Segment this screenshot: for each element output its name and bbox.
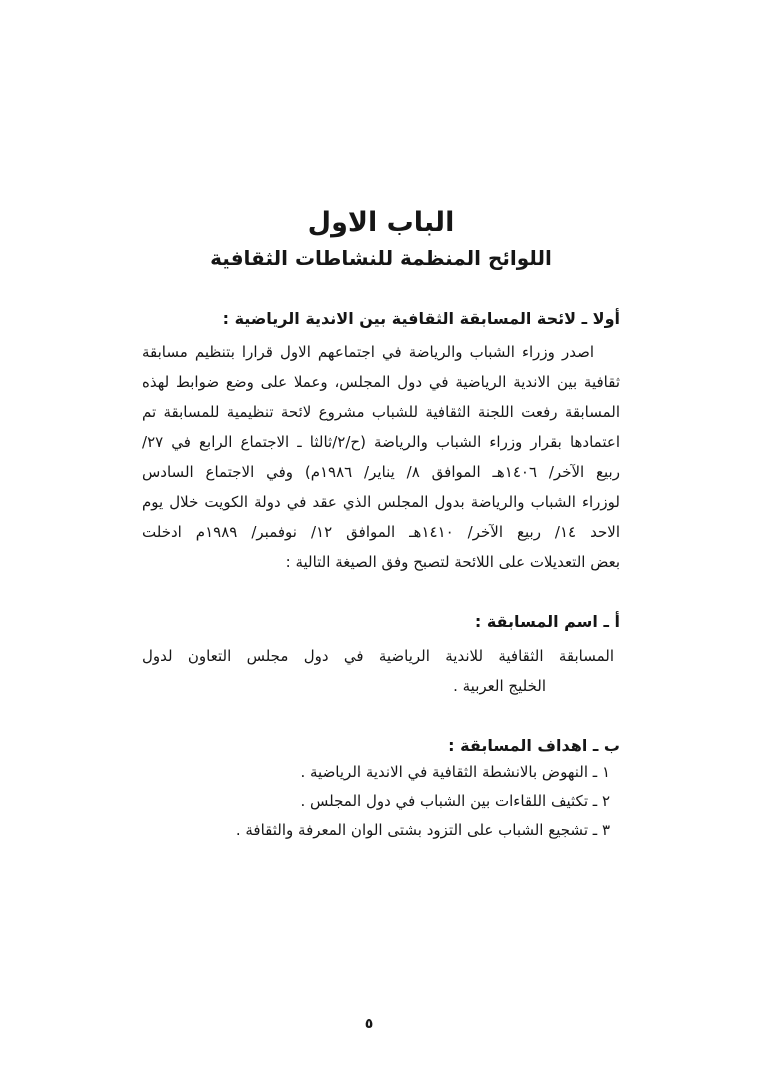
section-a-heading: أ ـ اسم المسابقة : bbox=[474, 612, 620, 631]
paragraph-line: المسابقة رفعت اللجنة الثقافية للشباب مشروع لائحة تنظيمية للمسابقة تم bbox=[142, 403, 620, 421]
paragraph-line: اعتمادها بقرار وزراء الشباب والرياضة (ح/٢/ثالثا ـ الاجتماع الرابع في ٢٧/ bbox=[142, 433, 620, 451]
section-b-heading: ب ـ اهداف المسابقة : bbox=[448, 736, 620, 755]
section-b-goal-list bbox=[142, 758, 620, 845]
chapter-subtitle: اللوائح المنظمة للنشاطات الثقافية bbox=[210, 246, 552, 270]
section-first-heading: أولا ـ لائحة المسابقة الثقافية بين الاندية الرياضية : bbox=[222, 309, 620, 328]
paragraph-line: بعض التعديلات على اللائحة لتصبح وفق الصيغة التالية : bbox=[285, 553, 620, 571]
paragraph-line: اصدر وزراء الشباب والرياضة في اجتماعهم الاول قرارا بتنظيم مسابقة bbox=[142, 343, 594, 361]
paragraph-line: لوزراء الشباب والرياضة بدول المجلس الذي عقد في دولة الكويت خلال يوم bbox=[142, 493, 620, 511]
paragraph-line: الاحد ١٤/ ربيع الآخر/ ١٤١٠هـ الموافق ١٢/ نوفمبر/ ١٩٨٩م ادخلت bbox=[142, 523, 620, 541]
goal-list-item: ٢ ـ تكثيف اللقاءات بين الشباب في دول المجلس . bbox=[300, 792, 610, 810]
goal-list-item: ١ ـ النهوض بالانشطة الثقافية في الاندية الرياضية . bbox=[300, 763, 610, 781]
section-a-text-line: الخليج العربية . bbox=[453, 677, 546, 695]
chapter-title: الباب الاول bbox=[307, 207, 455, 238]
goal-list-item: ٣ ـ تشجيع الشباب على التزود بشتى الوان المعرفة والثقافة . bbox=[235, 821, 610, 839]
paragraph-line: ثقافية بين الاندية الرياضية في دول المجلس، وعملا على وضع ضوابط لهذه bbox=[142, 373, 620, 391]
section-first-paragraph bbox=[142, 337, 620, 577]
page-number: ٥ bbox=[364, 1016, 374, 1032]
section-a-text-line: المسابقة الثقافية للاندية الرياضية في دول مجلس التعاون لدول bbox=[142, 647, 614, 665]
paragraph-line: ربيع الآخر/ ١٤٠٦هـ الموافق ٨/ يناير/ ١٩٨٦م) وفي الاجتماع السادس bbox=[142, 463, 620, 481]
